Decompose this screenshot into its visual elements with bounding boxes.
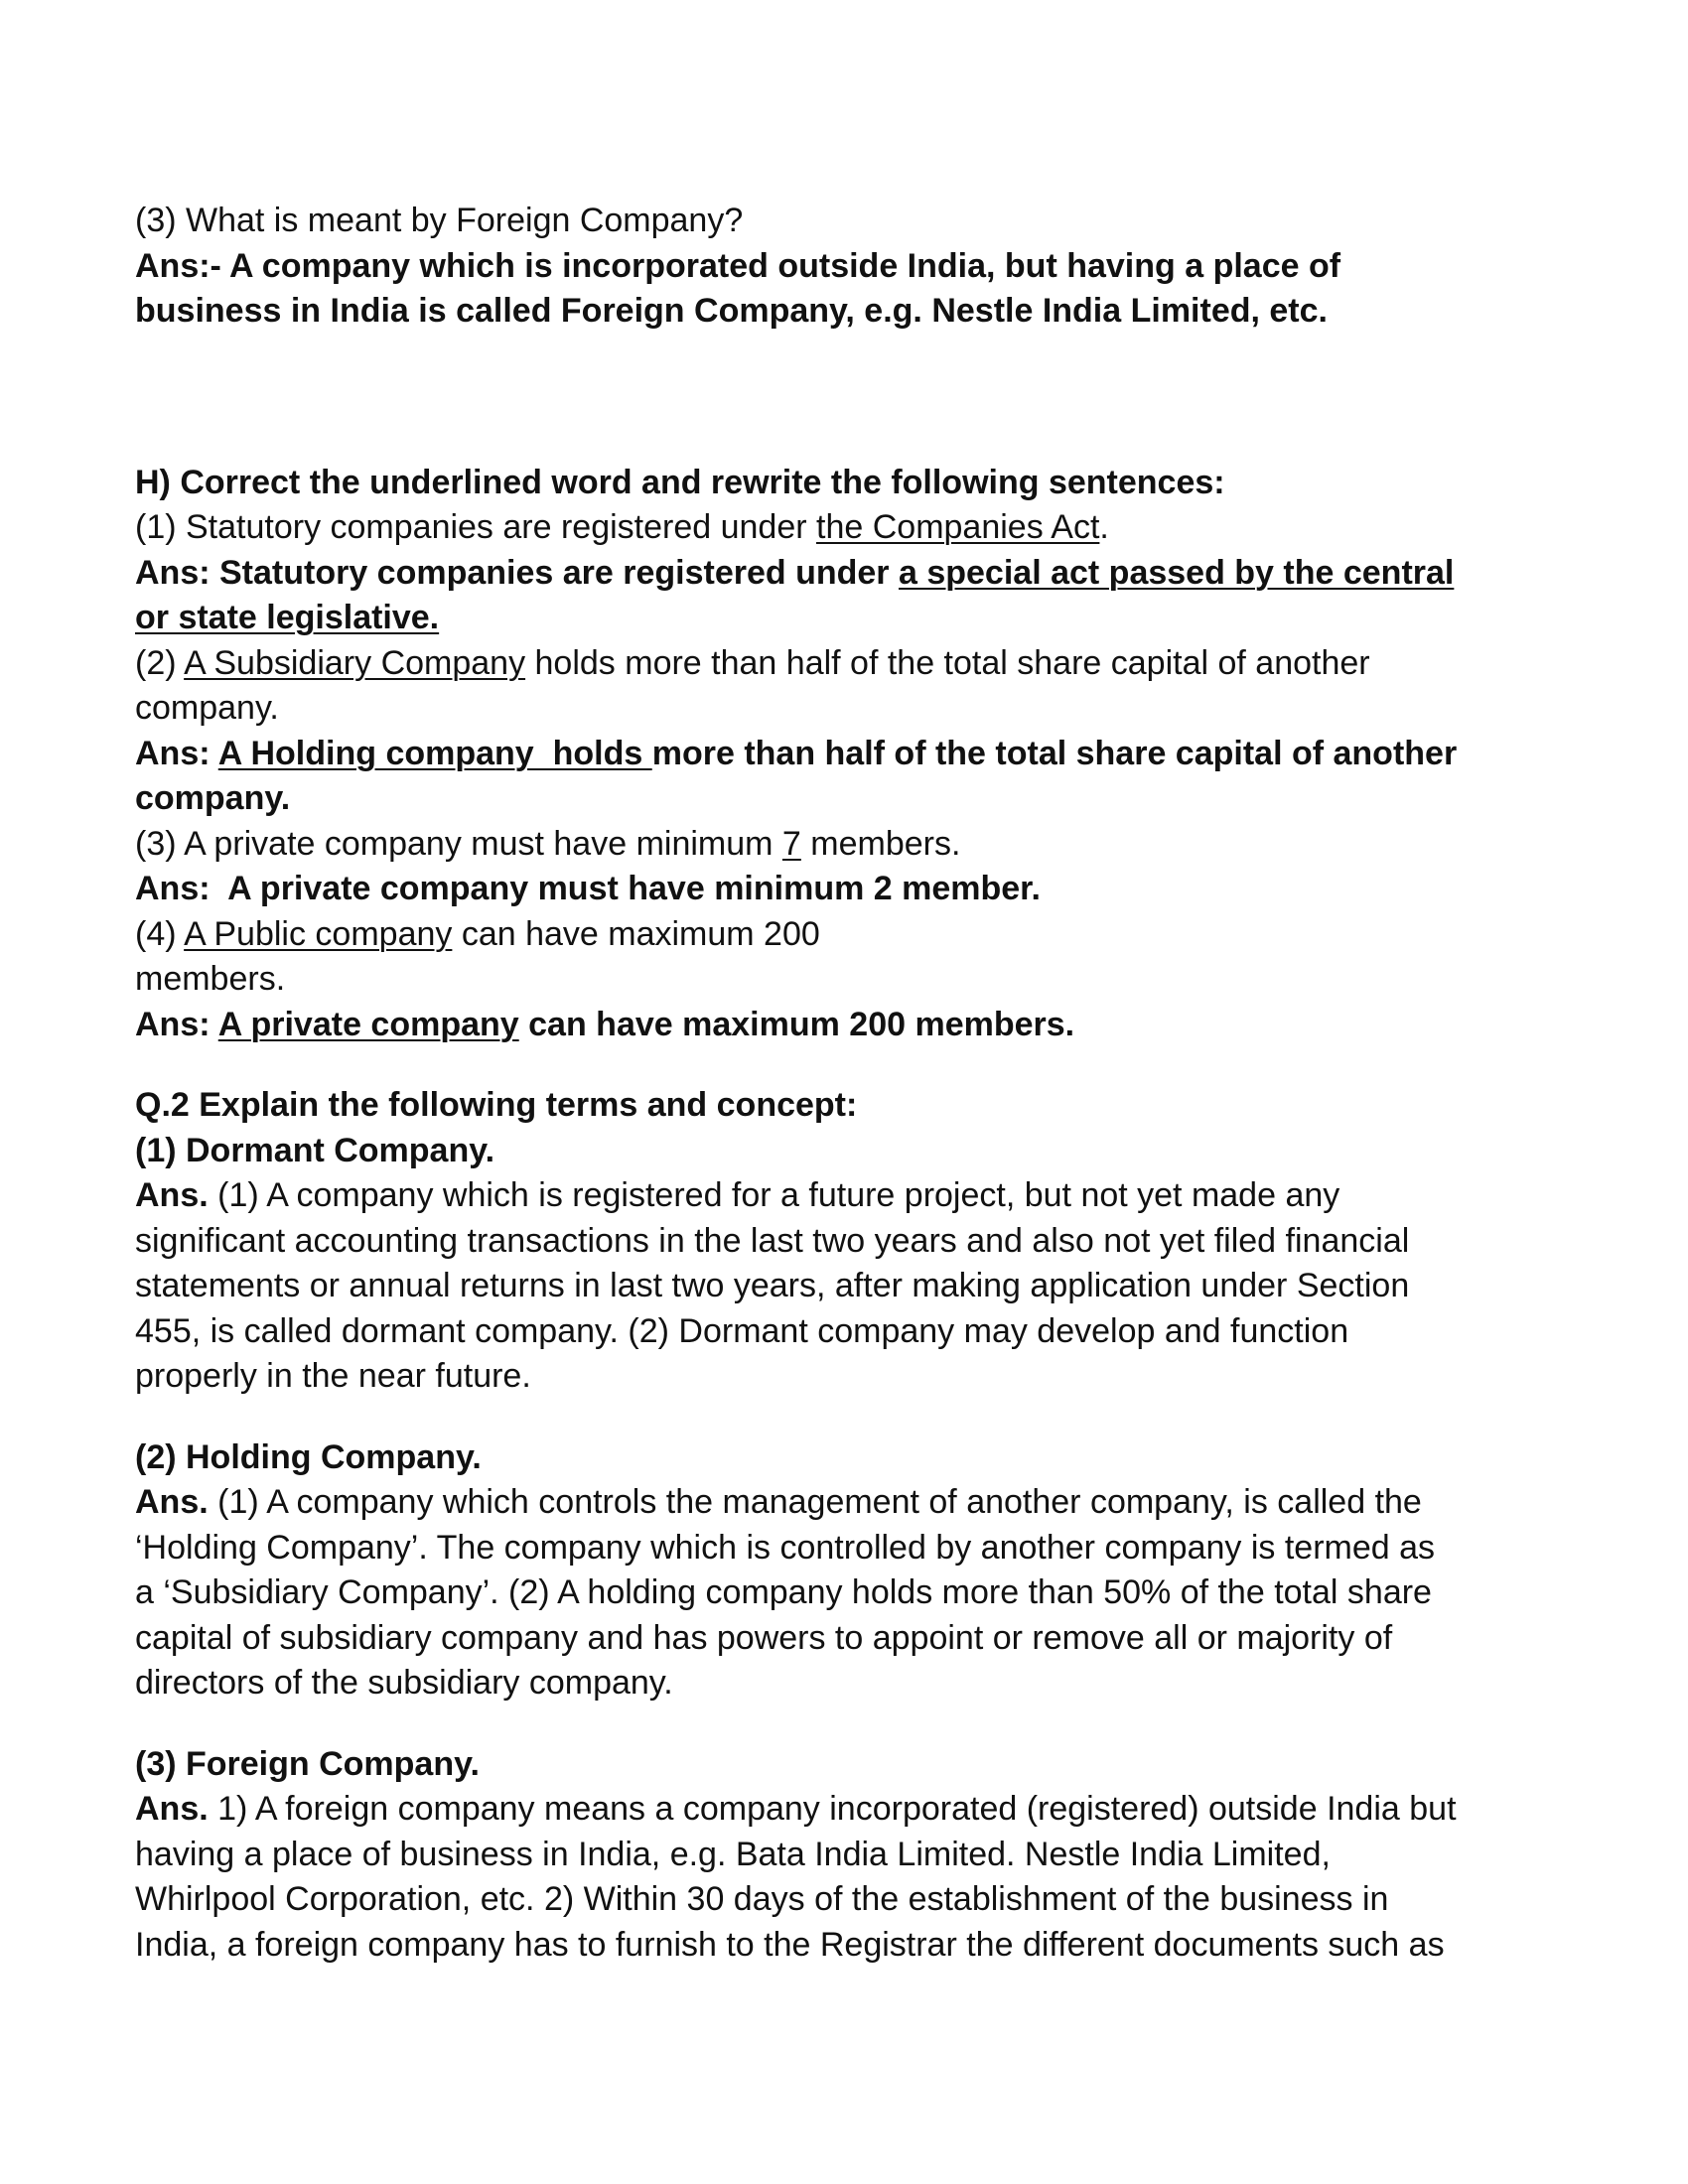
term3-line4: India, a foreign company has to furnish to the Registrar the different documents such as: [135, 1925, 1445, 1964]
h1-answer-line1: [135, 551, 1565, 597]
term1-ans-label: Ans.: [135, 1176, 209, 1214]
h3-answer: Ans: A private company must have minimum 2 member.: [135, 870, 1041, 907]
term3-line2: having a place of business in India, e.g. Bata India Limited. Nestle India Limited,: [135, 1835, 1331, 1873]
h3-question: [135, 822, 1565, 868]
spacer: [135, 1706, 1565, 1742]
term1-line3: statements or annual returns in last two years, after making application under Section: [135, 1267, 1410, 1304]
h4-question-post-1: can have maximum 200: [452, 914, 820, 953]
term1-title: (1) Dormant Company.: [135, 1131, 495, 1169]
h2-question-pre: (2): [135, 643, 185, 682]
h2-question-underlined: A Subsidiary Company: [184, 643, 526, 682]
h3-question-pre: (3) A private company must have minimum: [135, 824, 782, 863]
q2-heading: Q.2 Explain the following terms and concept:: [135, 1086, 858, 1124]
h1-question-pre: (1) Statutory companies are registered under: [135, 508, 817, 546]
term3-line3: Whirlpool Corporation, etc. 2) Within 30 days of the establishment of the business in: [135, 1880, 1389, 1918]
term2-title: (2) Holding Company.: [135, 1437, 482, 1476]
term2-line3: a ‘Subsidiary Company’. (2) A holding company holds more than 50% of the total share: [135, 1573, 1432, 1611]
h3-question-post: members.: [800, 824, 961, 863]
term1-line5: properly in the near future.: [135, 1357, 531, 1395]
h3-question-underlined: 7: [781, 824, 801, 863]
term2-line5: directors of the subsidiary company.: [135, 1664, 673, 1702]
term2-line1: [135, 1480, 1565, 1526]
term2-line2: ‘Holding Company’. The company which is controlled by another company is termed as: [135, 1528, 1436, 1567]
h4-question-pre: (4): [135, 914, 185, 953]
h4-question-line1: [135, 912, 1565, 958]
term3-title: (3) Foreign Company.: [135, 1744, 480, 1783]
term1-text-1: (1) A company which is registered for a future project, but not yet made any: [208, 1176, 1340, 1214]
h4-question-line2: members.: [135, 960, 286, 998]
h2-question-post-1: holds more than half of the total share capital of another: [525, 643, 1370, 682]
h1-answer-underlined-1: a special act passed by the central: [898, 553, 1455, 592]
q3-answer-line1: Ans:- A company which is incorporated outside India, but having a place of: [135, 246, 1341, 285]
h4-answer-pre: Ans:: [135, 1005, 218, 1043]
term1-line2: significant accounting transactions in the last two years and also not yet filed financial: [135, 1221, 1410, 1260]
h1-answer-underlined-2: or state legislative.: [135, 599, 440, 636]
h1-question-underlined: the Companies Act: [816, 508, 1100, 546]
spacer: [135, 1400, 1565, 1435]
term2-ans-label: Ans.: [135, 1483, 209, 1521]
h1-answer-pre: Ans: Statutory companies are registered under: [135, 553, 899, 592]
h2-question-line1: [135, 641, 1565, 687]
h4-question-underlined: A Public company: [184, 914, 453, 953]
h2-answer-underlined: A Holding company holds: [217, 734, 652, 772]
term3-text-1: 1) A foreign company means a company incorporated (registered) outside India but: [208, 1790, 1457, 1828]
h2-answer-line1: [135, 732, 1565, 777]
q3-question: (3) What is meant by Foreign Company?: [135, 202, 744, 239]
h2-answer-post-1: more than half of the total share capital of another: [651, 734, 1458, 772]
term3-line1: [135, 1787, 1565, 1833]
spacer: [135, 1047, 1565, 1083]
document-page: [135, 199, 1565, 1968]
h4-answer-post: can have maximum 200 members.: [518, 1005, 1075, 1043]
term3-ans-label: Ans.: [135, 1790, 209, 1828]
section-h-heading: H) Correct the underlined word and rewrite the following sentences:: [135, 463, 1225, 501]
h1-question-post: .: [1099, 508, 1109, 546]
h4-answer: [135, 1003, 1565, 1048]
term1-line4: 455, is called dormant company. (2) Dormant company may develop and function: [135, 1311, 1349, 1350]
term2-line4: capital of subsidiary company and has powers to appoint or remove all or majority of: [135, 1618, 1393, 1657]
h1-question: [135, 505, 1565, 551]
term2-text-1: (1) A company which controls the management of another company, is called the: [208, 1483, 1422, 1521]
q3-answer-line2: business in India is called Foreign Company, e.g. Nestle India Limited, etc.: [135, 292, 1328, 330]
h4-answer-underlined: A private company: [217, 1005, 519, 1043]
h2-question-line2: company.: [135, 689, 279, 727]
h2-answer-pre: Ans:: [135, 734, 218, 772]
h1-answer-line2: [135, 596, 1565, 641]
h2-answer-line2: company.: [135, 779, 291, 817]
term1-line1: [135, 1173, 1565, 1219]
spacer: [135, 335, 1565, 461]
